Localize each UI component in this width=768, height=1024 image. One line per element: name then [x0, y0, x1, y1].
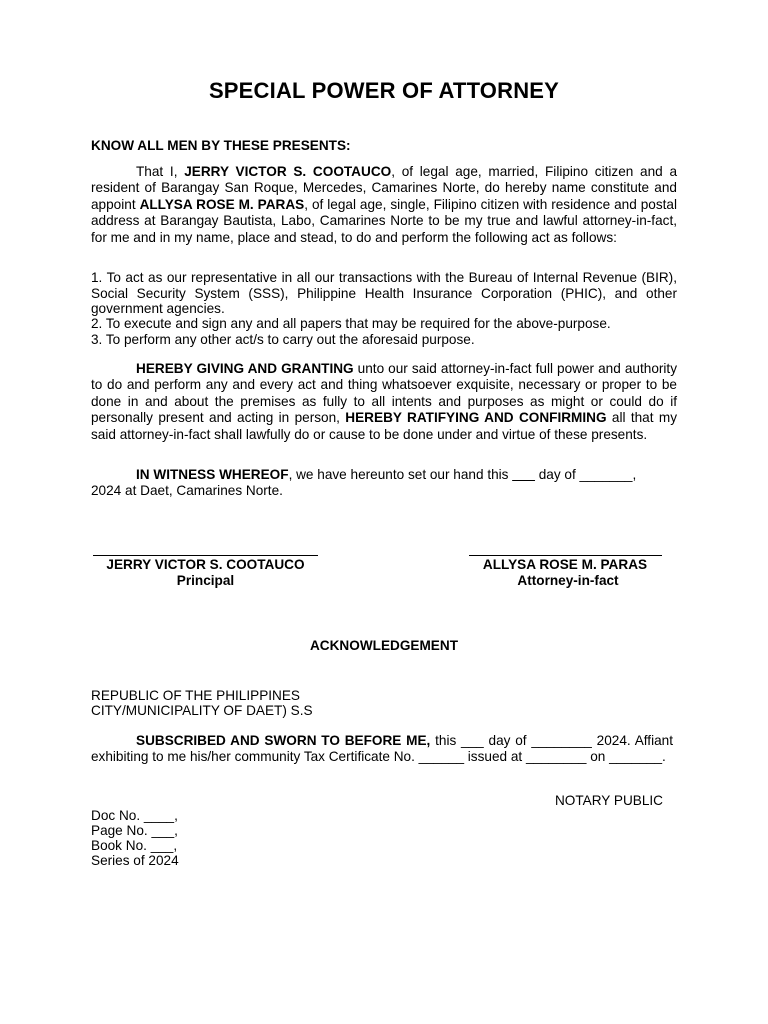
intro-text-3: , of legal age, single, Filipino citizen with residence and postal address at Barangay Bautista, Labo, Camarines Norte to be my true and lawful attorney-in-fact, for me and in my name, place and stead, to do and perform the following act as follows: [91, 196, 678, 245]
book-number: Book No. ___, [91, 838, 178, 853]
attorney-signature-line [469, 555, 662, 556]
sworn-text: this ___ day of ________ 2024. Affiant exhibiting to me his/her community Tax Certificate No. ______ issued at ________ on _______. [91, 733, 673, 765]
document-title: SPECIAL POWER OF ATTORNEY [208, 78, 560, 103]
granting-text-1: unto our said attorney-in-fact full power and authority to do and perform any and every act and thing whatsoever exquisite, necessary or proper to be done in and about the premises as fully to all intents and purposes as might or could do if personally present and acting in person, [91, 361, 677, 426]
salutation: KNOW ALL MEN BY THESE PRESENTS: [91, 138, 351, 153]
intro-text-1: That I, [136, 164, 185, 179]
city-line: CITY/MUNICIPALITY OF DAET) S.S [91, 703, 313, 718]
witness-bold: IN WITNESS WHEREOF [136, 467, 289, 482]
acknowledgement-heading: ACKNOWLEDGEMENT [309, 638, 458, 653]
page-number: Page No. ___, [91, 823, 178, 838]
attorney-role: Attorney-in-fact [517, 573, 619, 588]
sworn-paragraph [91, 733, 673, 766]
series-line: Series of 2024 [91, 853, 179, 868]
attorney-signature-name: ALLYSA ROSE M. PARAS [482, 557, 648, 572]
act-item-2: 2. To execute and sign any and all papers that may be required for the above-purpose. [91, 316, 611, 331]
sworn-bold: SUBSCRIBED AND SWORN TO BEFORE ME, [136, 733, 431, 748]
witness-text-2: day of _______, 2024 at Daet, Camarines Norte. [91, 467, 637, 499]
republic-line: REPUBLIC OF THE PHILIPPINES [91, 688, 300, 703]
notary-public-label: NOTARY PUBLIC [554, 793, 663, 808]
act-item-3: 3. To perform any other act/s to carry out the aforesaid purpose. [91, 332, 475, 347]
attorney-name: ALLYSA ROSE M. PARAS [139, 196, 305, 212]
granting-text-2: all that my said attorney-in-fact shall lawfully do or cause to be done under and virtue of these presents. [91, 410, 677, 442]
witness-day-blank: ___ [512, 467, 535, 482]
intro-paragraph [91, 164, 677, 246]
witness-text-1: , we have hereunto set our hand this [288, 467, 513, 482]
principal-signature-line [93, 555, 318, 556]
act-item-1: 1. To act as our representative in all our transactions with the Bureau of Internal Revenue (BIR), Social Security System (SSS), Philippine Health Insurance Corporation (PHIC), and other government agencies. [91, 270, 677, 317]
principal-signature-name: JERRY VICTOR S. COOTAUCO [106, 557, 305, 572]
principal-name: JERRY VICTOR S. COOTAUCO [184, 164, 392, 179]
granting-bold-2: HEREBY RATIFYING AND CONFIRMING [345, 410, 607, 426]
principal-role: Principal [176, 573, 235, 588]
intro-text-2: , of legal age, married, Filipino citizen and a resident of Barangay San Roque, Mercedes, Camarines Norte, do hereby name constitute and appoint [91, 164, 678, 212]
doc-number: Doc No. ____, [91, 808, 178, 823]
granting-paragraph [91, 361, 677, 443]
witness-paragraph [91, 467, 651, 500]
granting-bold-1: HEREBY GIVING AND GRANTING [136, 361, 354, 376]
